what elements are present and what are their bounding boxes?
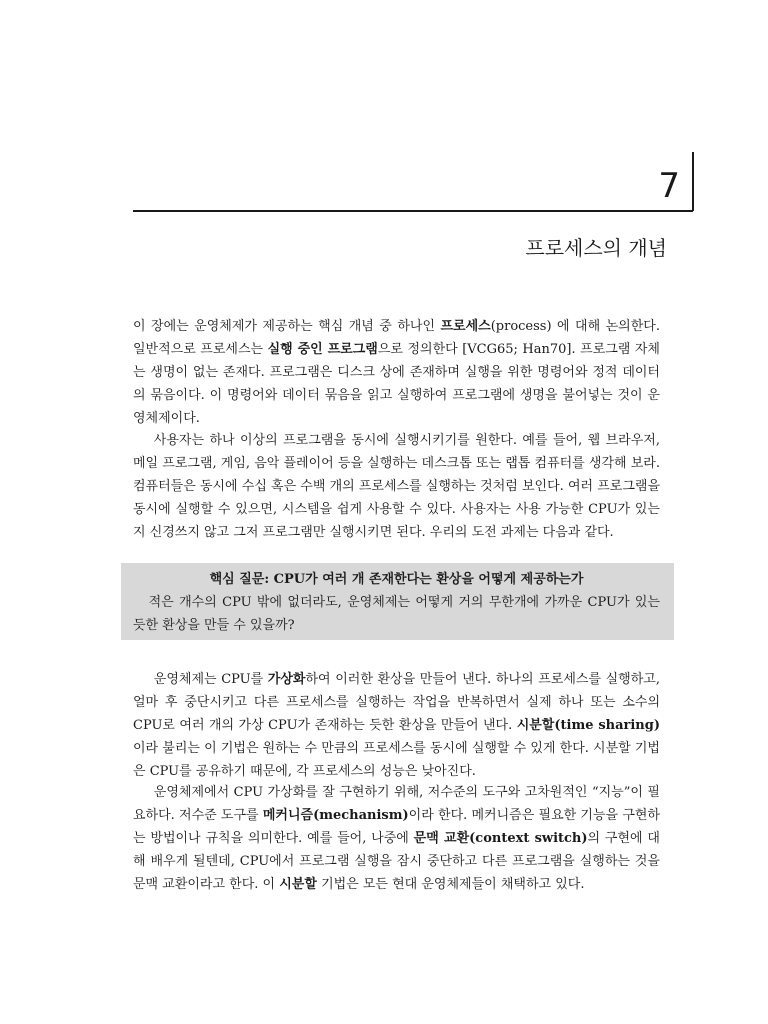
mechanism-paragraph: [133, 781, 660, 896]
virt-text-2: 하여 이러한 환상을 만들어 낸다. 하나의 프로세스를 실행하고, 얼마 후 중단시키고 다른 프로세스를 실행하는 작업을 반복하면서 실제 하나 또는 소수의 CPU로 여러 개의 가상 CPU가 존재하는 듯한 환상을 만들어 낸다.: [133, 672, 660, 733]
chapter-title: 프로세스의 개념: [525, 236, 667, 260]
term-time-sharing-2: 시분할: [279, 877, 317, 892]
virt-text-1: 운영체제는 CPU를: [153, 672, 268, 687]
intro-paragraph: [133, 315, 660, 430]
intro-text-2: (process) 에 대해 논의한다. 일반적으로 프로세스는: [133, 319, 660, 357]
mech-text-3: 의 구현에 대해 배우게 될텐데, CPU에서 프로그램 실행을 잠시 중단하고 다른 프로그램을 실행하는 것을 문맥 교환이라고 한다. 이: [133, 831, 660, 892]
mech-text-1: 운영체제에서 CPU 가상화를 잘 구현하기 위해, 저수준의 도구와 고차원적인 “지능”이 필요하다. 저수준 도구를: [133, 785, 660, 823]
crux-title: 핵심 질문: CPU가 여러 개 존재한다는 환상을 어떻게 제공하는가: [209, 572, 584, 587]
term-context-switch: 문맥 교환(context switch): [413, 831, 588, 846]
intro-text-1: 이 장에는 운영체제가 제공하는 핵심 개념 중 하나인: [133, 319, 441, 334]
virtualization-paragraph: [133, 668, 660, 783]
virt-text-3: 이라 불리는 이 기법은 원하는 수 만큼의 프로세스를 동시에 실행할 수 있게 한다. 시분할 기법은 CPU를 공유하기 때문에, 각 프로세스의 성능은 낮아진다.: [133, 741, 660, 779]
multitasking-paragraph: 사용자는 하나 이상의 프로그램을 동시에 실행시키기를 원한다. 예를 들어, 웹 브라우저, 메일 프로그램, 게임, 음악 플레이어 등을 실행하는 데스크톱 또는 랩톱 컴퓨터를 생각해 보라. 컴퓨터들은 동시에 수십 혹은 수백 개의 프로세스를 실행하는 것처럼 보인다. 여러 프로그램을 동시에 실행할 수 있으면, 시스템을 쉽게 사용할 수 있다. 사용자는 사용 가능한 CPU가 있는지 신경쓰지 않고 그저 프로그램만 실행시키면 된다. 우리의 도전 과제는 다음과 같다.: [133, 433, 660, 540]
term-time-sharing: 시분할(time sharing): [516, 718, 660, 733]
crux-body: 적은 개수의 CPU 밖에 없더라도, 운영체제는 어떻게 거의 무한개에 가까운 CPU가 있는 듯한 환상을 만들 수 있을까?: [133, 595, 660, 633]
term-process: 프로세스: [440, 319, 491, 334]
chapter-vertical-rule: [692, 152, 694, 211]
chapter-number: 7: [658, 166, 680, 206]
term-virtualization: 가상화: [267, 672, 306, 687]
mech-text-2: 이라 한다. 메커니즘은 필요한 기능을 구현하는 방법이나 규칙을 의미한다. 예를 들어, 나중에: [133, 808, 660, 846]
term-running-program: 실행 중인 프로그램: [267, 342, 378, 357]
chapter-horizontal-rule: [133, 210, 693, 212]
mech-text-4: 기법은 모든 현대 운영체제들이 채택하고 있다.: [316, 877, 585, 892]
intro-text-3: 으로 정의한다 [VCG65; Han70]. 프로그램 자체는 생명이 없는 존재다. 프로그램은 디스크 상에 존재하며 실행을 위한 명령어와 정적 데이터의 묶음이다. 이 명령어와 데이터 묶음을 읽고 실행하여 프로그램에 생명을 불어넣는 것이 운영체제이다.: [133, 342, 660, 426]
term-mechanism: 메커니즘(mechanism): [262, 808, 409, 823]
